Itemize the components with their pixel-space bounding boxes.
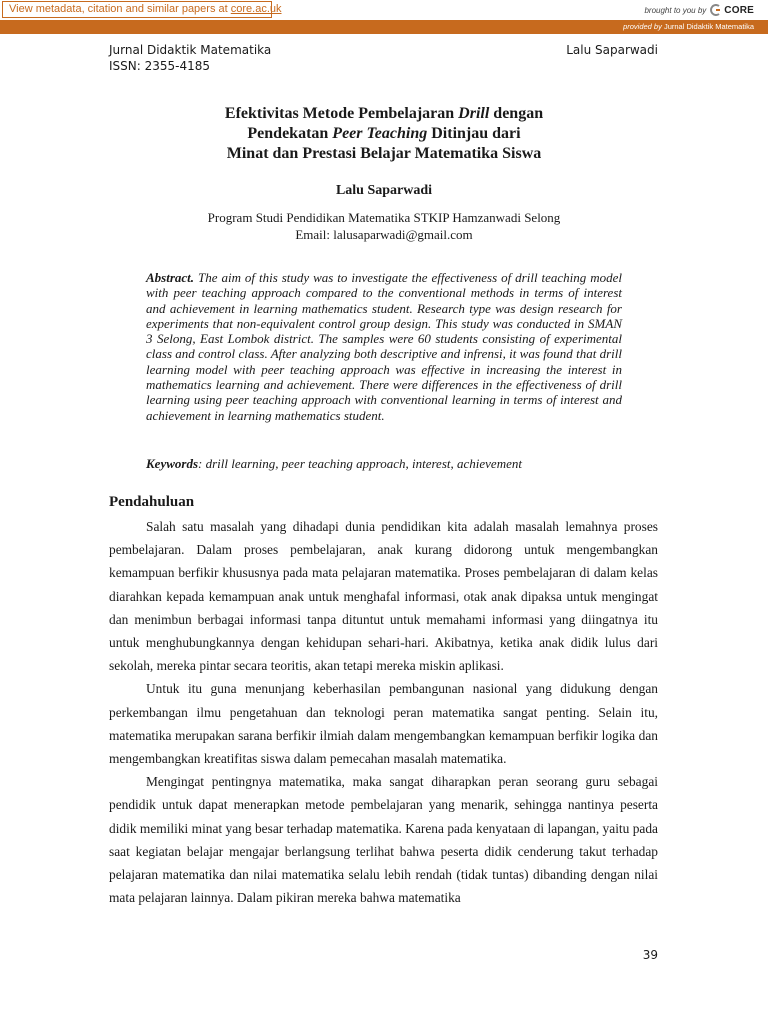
paragraph: Mengingat pentingnya matematika, maka sangat diharapkan peran seorang guru sebagai pendidik untuk dapat menerapkan metode pembelajaran yang menarik, sehingga nantinya peserta didik memiliki minat yang besar terhadap matematika. Karena pada kenyataan di lapangan, yaitu pada saat kegiatan belajar mengajar berlangsung terlihat bahwa peserta didik cenderung takut terhadap pelajaran matematika dan nilai matematika selalu lebih rendah (tidak tuntas) dibanding dengan nilai mata pelajaran lainnya. Dalam pikiran mereka bahwa matematika (109, 774, 658, 906)
keywords-text: : drill learning, peer teaching approach, interest, achievement (198, 456, 522, 471)
abstract (146, 270, 622, 423)
title-line-3: Minat dan Prestasi Belajar Matematika Siswa (226, 145, 542, 162)
core-provided-text[interactable] (623, 20, 754, 34)
core-provided-bar (0, 20, 768, 34)
keywords-label: Keywords (146, 456, 198, 471)
journal-name: Jurnal Didaktik Matematika (109, 43, 272, 57)
keywords (146, 456, 622, 472)
paper-author: Lalu Saparwadi (335, 183, 433, 198)
paragraph: Salah satu masalah yang dihadapi dunia pendidikan kita adalah masalah lemahnya proses pembelajaran. Dalam proses pembelajaran, anak kurang didorong untuk mengembangkan kemampuan berfikir khususnya pada mata pelajaran matematika. Proses pembelajaran di dalam kelas diarahkan kepada kemampuan anak untuk menghafal informasi, otak anak dipaksa untuk mengingat dan menimbun berbagai informasi tanpa dituntut untuk memahami informasi yang diingatnya itu untuk menghubungkannya dengan kehidupan sehari-hari. Akibatnya, ketika anak didik lulus dari sekolah, mereka pintar secara teoritis, akan tetapi mereka miskin aplikasi. (109, 519, 658, 674)
page-number: 39 (642, 948, 658, 962)
running-header-author: Lalu Saparwadi (566, 43, 658, 57)
journal-issn: ISSN: 2355-4185 (109, 59, 211, 73)
affiliation: Program Studi Pendidikan Matematika STKIP Hamzanwadi Selong (207, 210, 561, 225)
provided-prefix: provided by (623, 22, 662, 31)
title-line-2: Pendekatan Peer Teaching Ditinjau dari (247, 125, 521, 142)
paragraph: Untuk itu guna menunjang keberhasilan pembangunan nasional yang didukung dengan perkembangan ilmu pengetahuan dan teknologi peran matematika sangat penting. Selain itu, matematika merupakan sarana berfikir ilmiah dalam mengembangkan kemampuan berfikir logika dan mengembangkan kreatifitas siswa dalam pemecahan masalah matematika. (109, 681, 658, 767)
core-link-prefix: View metadata, citation and similar papers at (9, 3, 228, 15)
brought-by-text: brought to you by (644, 5, 707, 15)
abstract-text: The aim of this study was to investigate the effectiveness of drill teaching model with peer teaching approach compared to the conventional methods in terms of interest and achievement in learning mathematics student. Research type was design research for experiments that non-equivalent control group design. This study was conducted in SMAN 3 Selong, East Lombok district. The samples were 60 students consisting of experimental class and control class. After analyzing both descriptive and infrensi, it was found that drill learning model with peer teaching approach was effective in increasing the interest in mathematics learning and achievement. There were differences in the effectiveness of drill learning using peer teaching approach with conventional learning in terms of interest and achievement in learning mathematics student. (146, 270, 622, 423)
paper-title (0, 104, 768, 164)
section-heading: Pendahuluan (109, 494, 195, 510)
email: Email: lalusaparwadi@gmail.com (295, 227, 473, 242)
abstract-label: Abstract. (146, 270, 195, 285)
core-banner (0, 0, 768, 21)
core-link-url[interactable]: core.ac.uk (230, 3, 282, 15)
core-brand[interactable] (644, 3, 754, 17)
section-body (109, 515, 658, 909)
core-logo-icon (709, 4, 721, 16)
core-metadata-link[interactable] (2, 1, 282, 18)
core-logo-text: CORE (724, 4, 754, 16)
provided-source: Jurnal Didaktik Matematika (663, 22, 754, 31)
title-line-1: Efektivitas Metode Pembelajaran Drill dengan (224, 105, 544, 122)
